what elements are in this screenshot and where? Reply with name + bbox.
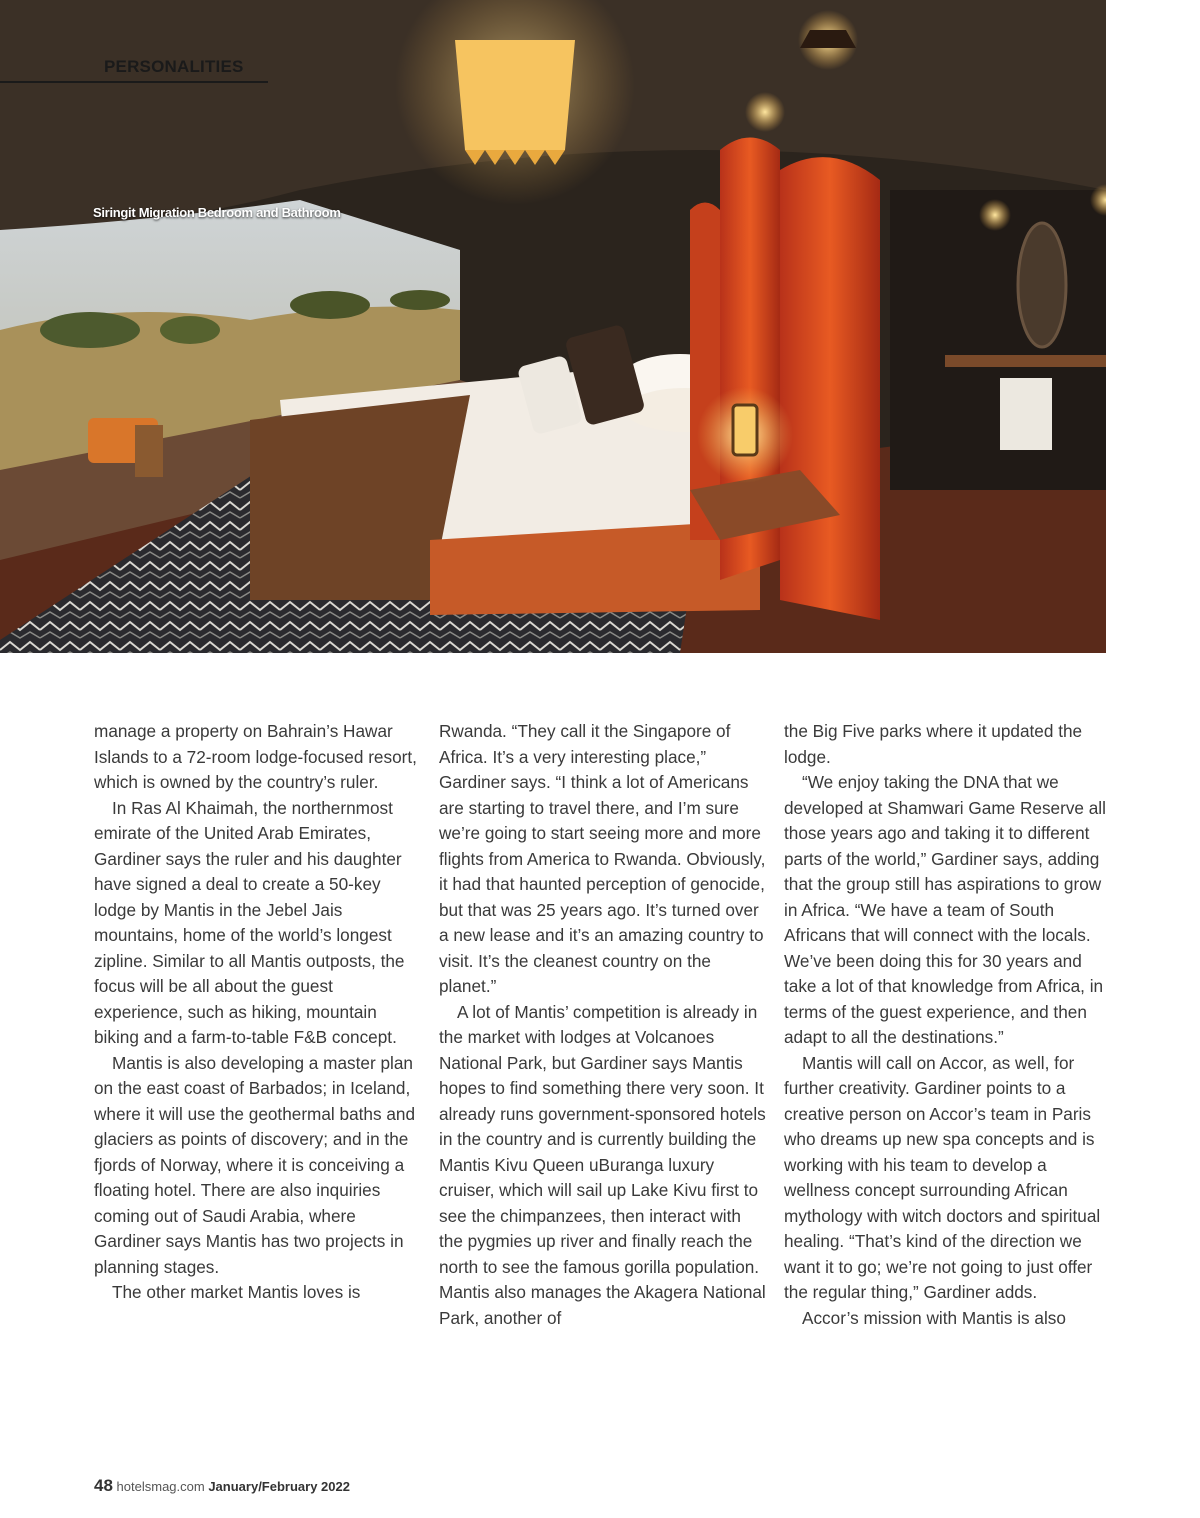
article-column-3 (784, 719, 1114, 1331)
paragraph: the Big Five parks where it updated the lodge. (784, 721, 1083, 767)
site-url: hotelsmag.com (116, 1479, 205, 1494)
section-label: PERSONALITIES (104, 57, 244, 76)
paragraph: Accor’s mission with Mantis is also (802, 1307, 1066, 1328)
paragraph: Rwanda. “They call it the Singapore of Africa. It’s a very interesting place,” Gardiner says. “I think a lot of Americans are starting to travel there, and I’m sure we’re going to start seeing more and more flights from America to Rwanda. Obviously, it had that haunted perception of genocide, but that was 25 years ago. It’s turned over a new lease and it’s an amazing country to visit. It’s the cleanest country on the planet.” (439, 721, 766, 996)
tent-bedroom-illustration (0, 0, 1106, 653)
paragraph: The other market Mantis loves is (112, 1282, 361, 1302)
hero-photo (0, 0, 1106, 653)
issue-date: January/February 2022 (208, 1479, 350, 1494)
section-rule (0, 81, 268, 83)
article-column-1 (94, 719, 424, 1306)
page-footer (94, 1476, 350, 1496)
paragraph: Mantis is also developing a master plan on the east coast of Barbados; in Iceland, where it will use the geothermal baths and glaciers as points of discovery; and in the fjords of Norway, where it is conceiving a floating hotel. There are also inquiries coming out of Saudi Arabia, where Gardiner says Mantis has two projects in planning stages. (94, 1052, 416, 1277)
paragraph: manage a property on Bahrain’s Hawar Islands to a 72-room lodge-focused resort, which is owned by the country’s ruler. (94, 721, 417, 792)
page-number: 48 (94, 1476, 113, 1495)
photo-caption: Siringit Migration Bedroom and Bathroom (93, 205, 341, 220)
paragraph: “We enjoy taking the DNA that we developed at Shamwari Game Reserve all those years ago and taking it to different parts of the world,” Gardiner says, adding that the group still has aspirations to grow in Africa. “We have a team of South Africans that will connect with the locals. We’ve been doing this for 30 years and take a lot of that knowledge from Africa, in terms of the guest experience, and then adapt to all the destinations.” (784, 772, 1106, 1047)
article-column-2 (439, 719, 769, 1331)
paragraph: A lot of Mantis’ competition is already in the market with lodges at Volcanoes National Park, but Gardiner says Mantis hopes to find something there very soon. It already runs government-sponsored hotels in the country and is currently building the Mantis Kivu Queen uBuranga luxury cruiser, which will sail up Lake Kivu first to see the chimpanzees, then interact with the pygmies up river and finally reach the north to see the famous gorilla population. Mantis also manages the Akagera National Park, another of (439, 1001, 766, 1328)
paragraph: Mantis will call on Accor, as well, for further creativity. Gardiner points to a creative person on Accor’s team in Paris who dreams up new spa concepts and is working with his team to develop a wellness concept surrounding African mythology with witch doctors and spiritual healing. “That’s kind of the direction we want it to go; we’re not going to just offer the regular thing,” Gardiner adds. (784, 1052, 1101, 1302)
paragraph: In Ras Al Khaimah, the northernmost emirate of the United Arab Emirates, Gardiner says the ruler and his daughter have signed a deal to create a 50-key lodge by Mantis in the Jebel Jais mountains, home of the world’s longest zipline. Similar to all Mantis outposts, the focus will be all about the guest experience, such as hiking, mountain biking and a farm-to-table F&B concept. (94, 797, 405, 1047)
